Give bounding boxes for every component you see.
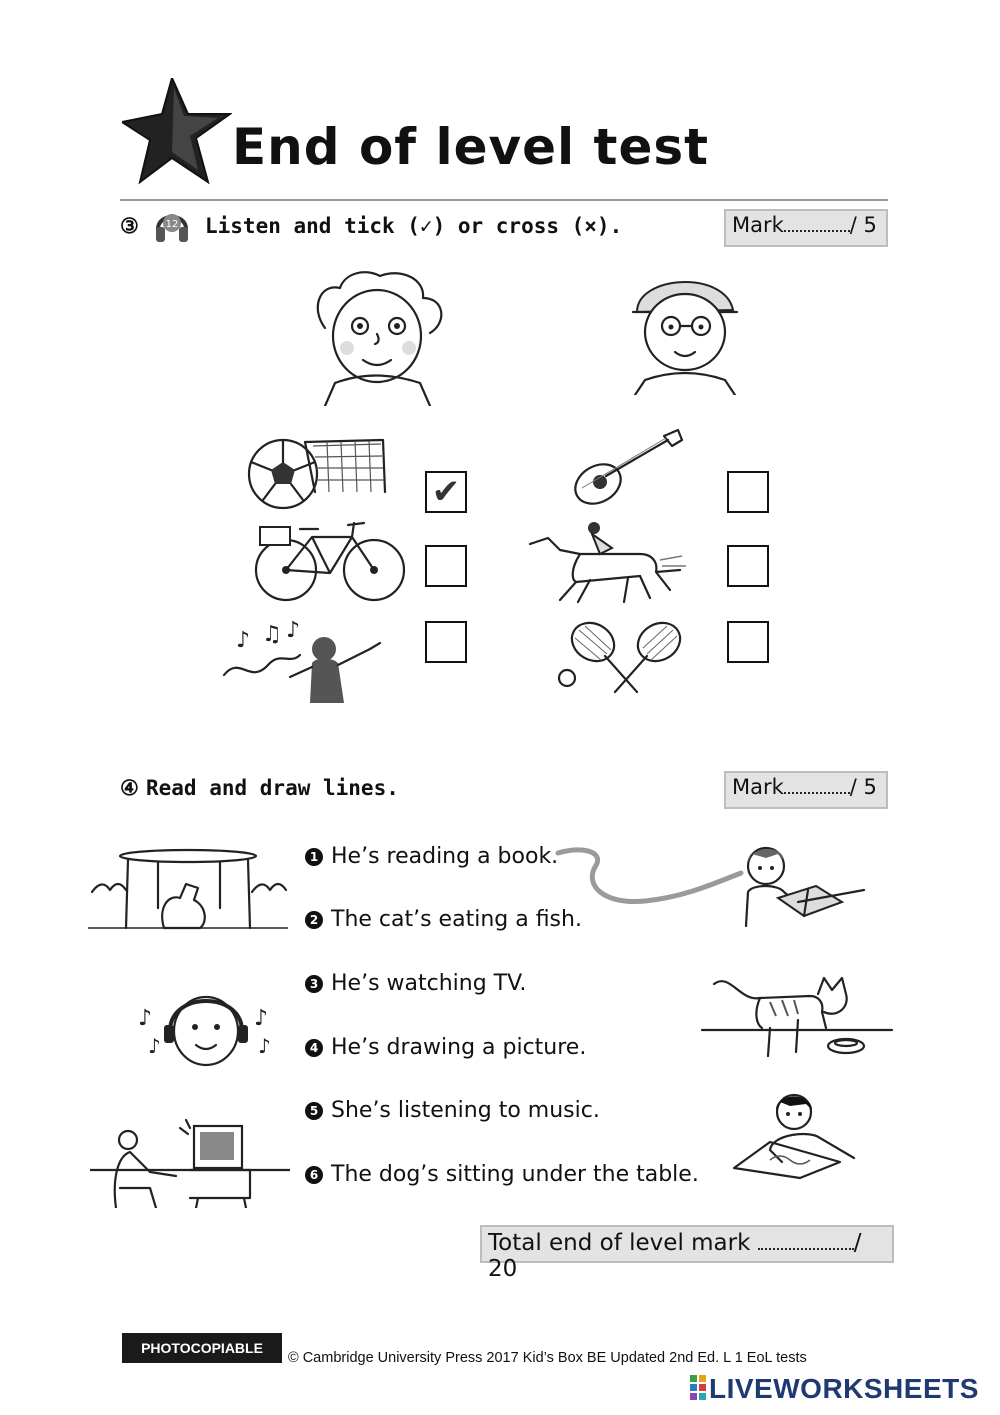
mark-total: / 5 [849, 213, 877, 237]
sentence-2-number: 2 [305, 911, 323, 929]
tennis-rackets-icon [555, 620, 695, 700]
boy-reading-book-picture [738, 842, 866, 932]
star-icon [122, 78, 232, 186]
svg-text:♪: ♪ [254, 1006, 269, 1031]
svg-text:♫: ♫ [262, 622, 282, 647]
svg-text:♪: ♪ [148, 1034, 161, 1058]
mark-label: Mark [732, 213, 784, 237]
tick-box-tennis[interactable] [727, 621, 769, 663]
sentence-1-text: He’s reading a book. [331, 844, 559, 869]
boy-watching-tv-picture [90, 1118, 290, 1208]
sentence-5[interactable] [305, 1098, 600, 1123]
sentence-6-number: 6 [305, 1166, 323, 1184]
section-4-number: ④ [120, 776, 139, 800]
liveworksheets-logo[interactable] [690, 1373, 979, 1405]
total-blank[interactable] [758, 1234, 854, 1250]
boy-drawing-picture [730, 1090, 860, 1180]
header-divider [120, 199, 888, 201]
section-4-instruction: Read and draw lines. [146, 776, 399, 800]
sentence-2-text: The cat’s eating a fish. [331, 907, 582, 932]
section-3-mark-box [724, 209, 888, 247]
photocopiable-badge: PHOTOCOPIABLE [122, 1333, 282, 1363]
bicycle-icon [252, 515, 410, 603]
svg-text:♪: ♪ [236, 628, 251, 653]
sentence-6-text: The dog’s sitting under the table. [331, 1162, 699, 1187]
sentence-2[interactable] [305, 907, 582, 932]
tick-box-singing[interactable] [425, 621, 467, 663]
dog-under-table-picture [88, 848, 288, 934]
mark-blank[interactable] [784, 216, 850, 232]
singing-icon [220, 615, 398, 705]
track-number: 12 [165, 219, 179, 230]
section-3-number: ③ [120, 214, 139, 238]
section-3-instruction: Listen and tick (✓) or cross (×). [205, 214, 623, 238]
girl-listening-music-picture [130, 987, 280, 1077]
sentence-4-number: 4 [305, 1039, 323, 1057]
sentence-3[interactable] [305, 971, 526, 996]
tick-box-bicycle[interactable] [425, 545, 467, 587]
boy-portrait [625, 270, 745, 395]
total-label: Total end of level mark [488, 1230, 751, 1256]
section-4-mark-box [724, 771, 888, 809]
girl-portrait [305, 268, 450, 406]
page-title: End of level test [232, 118, 710, 176]
mark-blank[interactable] [784, 778, 850, 794]
tick-box-football[interactable]: ✔ [425, 471, 467, 513]
sentence-3-text: He’s watching TV. [331, 971, 527, 996]
copyright-text: © Cambridge University Press 2017 Kid’s Box BE Updated 2nd Ed. L 1 EoL tests [288, 1350, 807, 1366]
football-goal-icon [245, 432, 390, 512]
guitar-icon [568, 428, 688, 508]
tick-box-guitar[interactable] [727, 471, 769, 513]
sentence-1-number: 1 [305, 848, 323, 866]
svg-text:♪: ♪ [258, 1034, 271, 1058]
audio-track-icon [154, 205, 190, 245]
mark-label: Mark [732, 775, 784, 799]
sentence-4-text: He’s drawing a picture. [331, 1035, 587, 1060]
horse-riding-icon [520, 520, 690, 608]
sentence-4[interactable] [305, 1035, 586, 1060]
total-value: / 20 [488, 1230, 862, 1282]
total-mark-box [480, 1225, 894, 1282]
sentence-5-number: 5 [305, 1102, 323, 1120]
liveworksheets-brand: LIVEWORKSHEETS [709, 1373, 979, 1404]
svg-text:♪: ♪ [138, 1006, 153, 1031]
sentence-5-text: She’s listening to music. [331, 1098, 600, 1123]
sentence-3-number: 3 [305, 975, 323, 993]
mark-total: / 5 [849, 775, 877, 799]
sentence-1[interactable] [305, 844, 558, 869]
liveworksheets-logo-icon [690, 1375, 706, 1401]
tick-box-horse-riding[interactable] [727, 545, 769, 587]
example-match-line [555, 845, 745, 910]
cat-eating-fish-picture [700, 972, 895, 1062]
sentence-6[interactable] [305, 1162, 699, 1187]
svg-text:♪: ♪ [286, 618, 301, 643]
